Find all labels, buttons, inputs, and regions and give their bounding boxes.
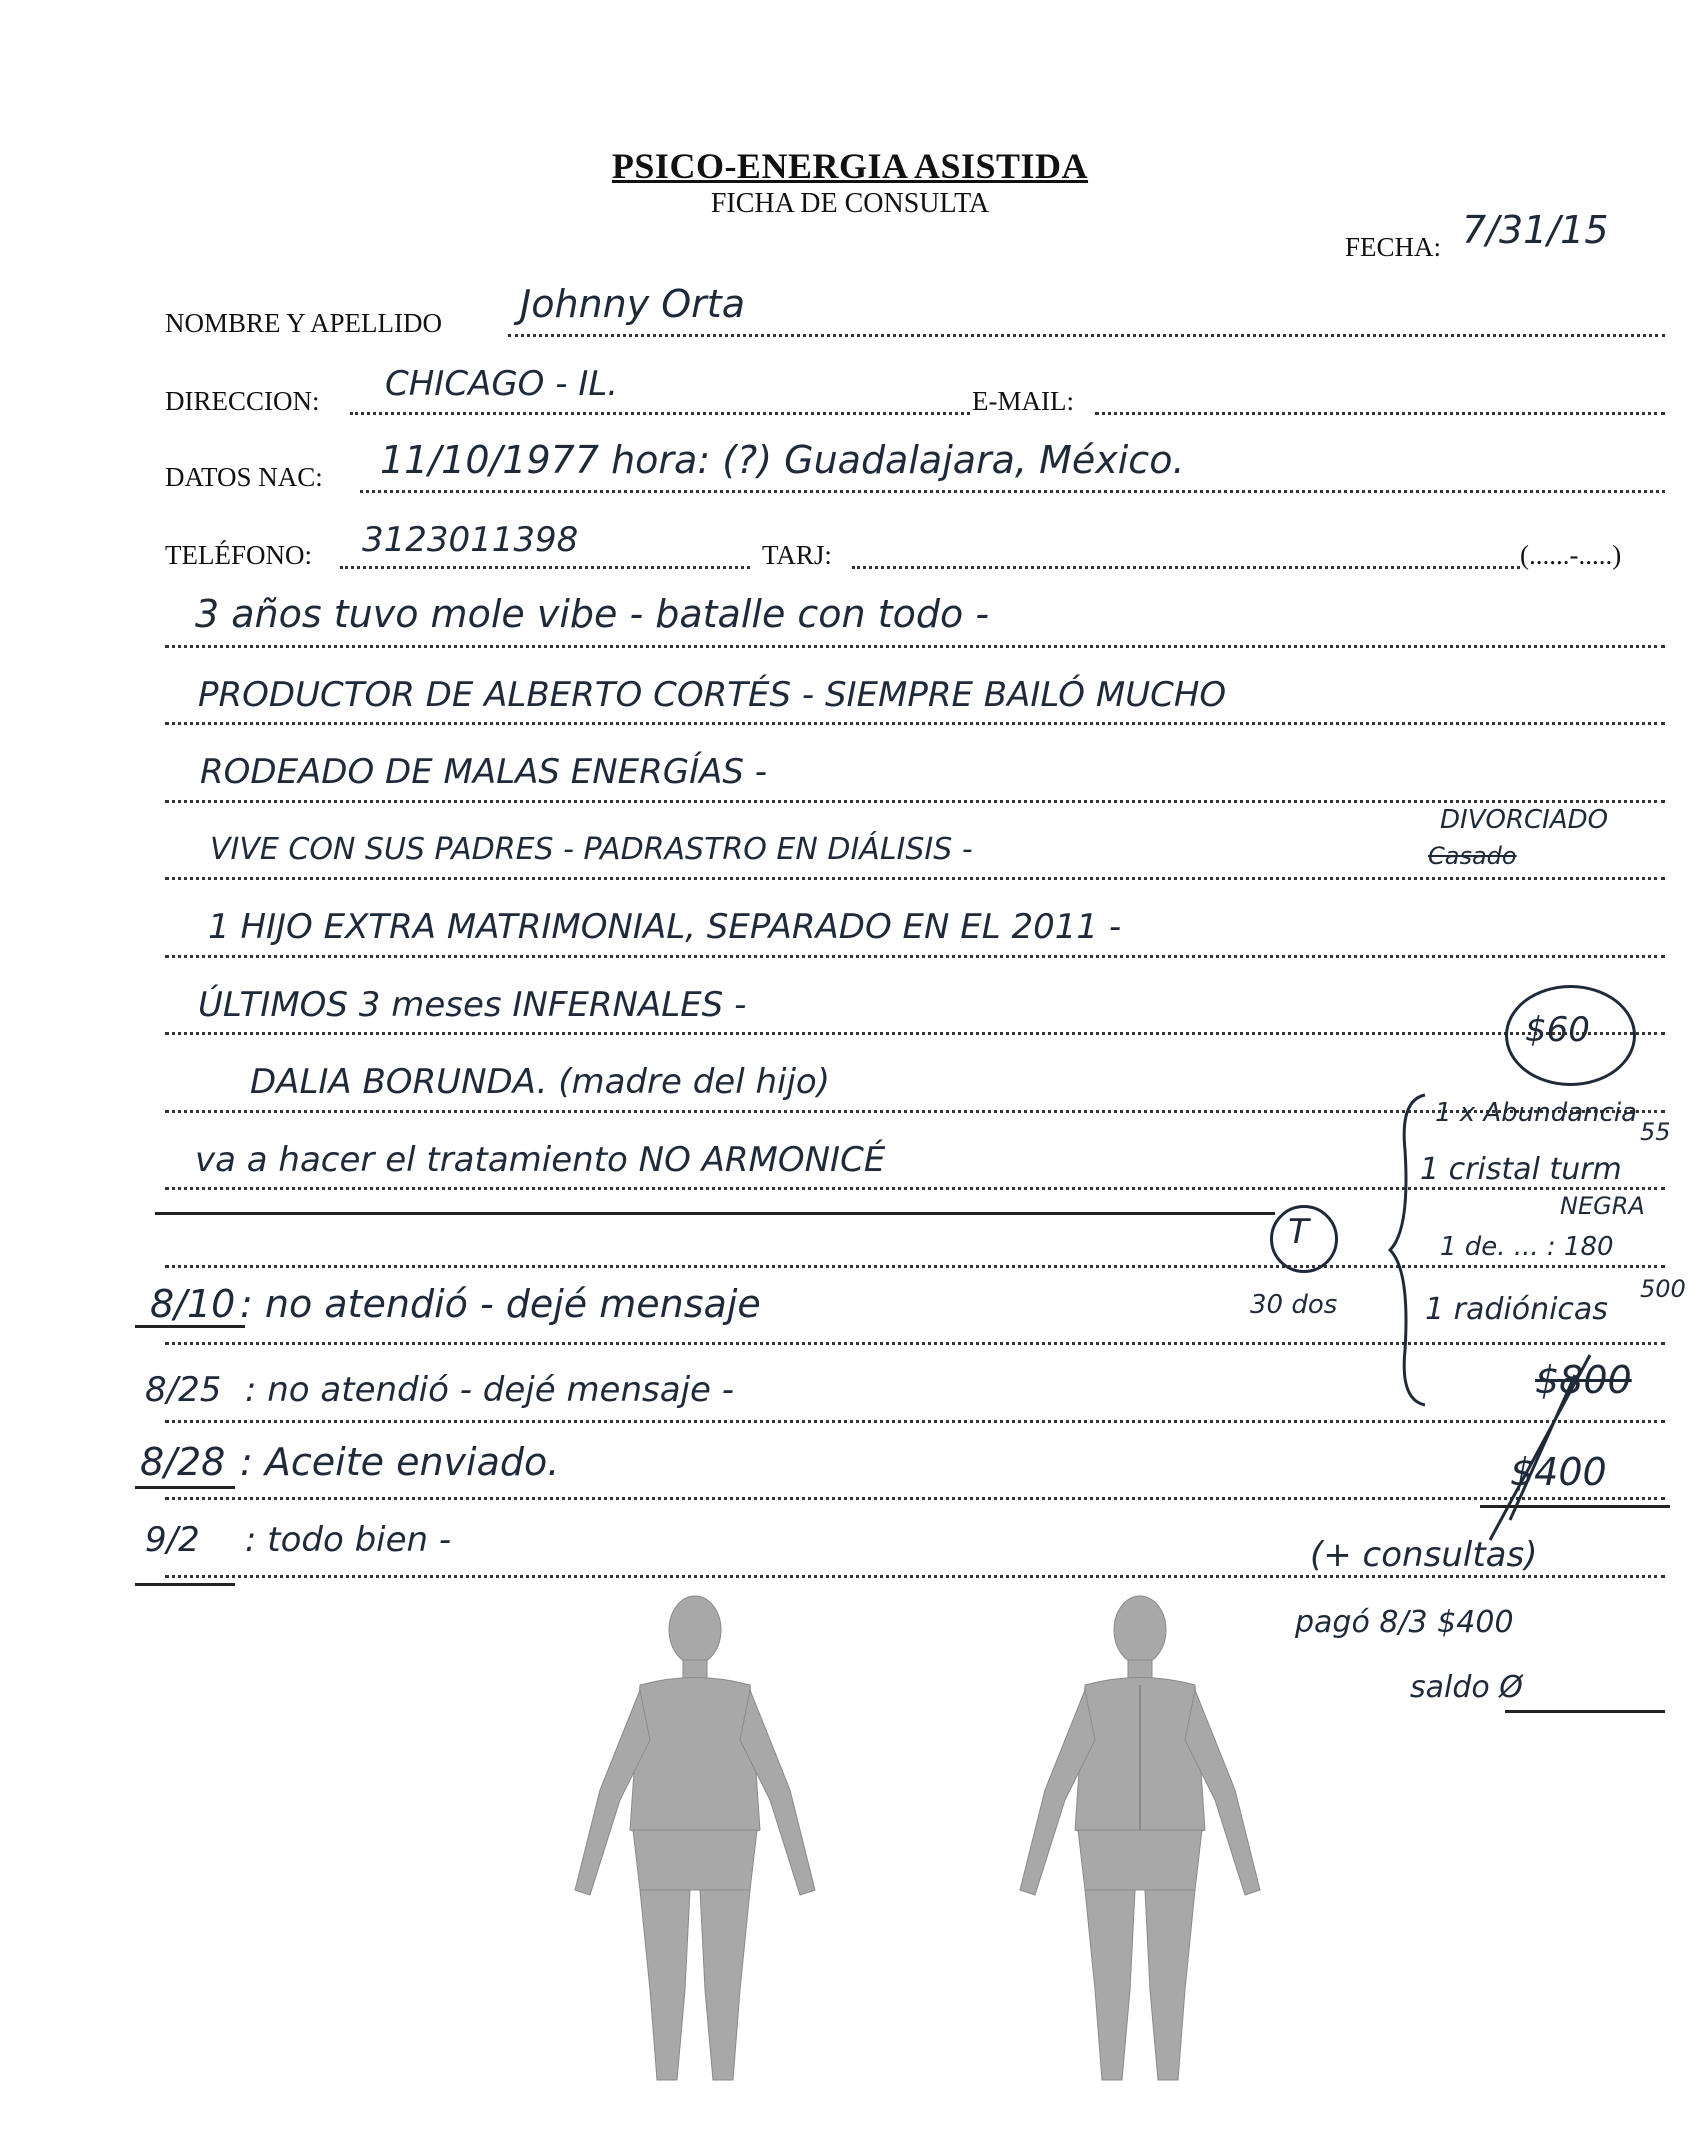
followup-text: : no atendió - dejé mensaje -: [245, 1370, 735, 1410]
total-underline: [1480, 1505, 1670, 1508]
pago-note: pagó 8/3 $400: [1295, 1605, 1514, 1640]
fecha-value: 7/31/15: [1462, 208, 1609, 252]
note-text: DALIA BORUNDA. (madre del hijo): [250, 1062, 830, 1102]
note-line: [165, 645, 1665, 648]
note-text: ÚLTIMOS 3 meses INFERNALES -: [198, 985, 747, 1025]
tarj-tail: (......-.....): [1520, 540, 1622, 570]
datos-nac-label: DATOS NAC:: [165, 462, 323, 492]
note-text: 3 años tuvo mole vibe - batalle con todo -: [195, 592, 990, 636]
saldo-underline: [1505, 1710, 1665, 1713]
note-text: RODEADO DE MALAS ENERGÍAS -: [200, 752, 768, 792]
followup-text: : todo bien -: [245, 1520, 452, 1560]
note-line: [165, 1342, 1665, 1345]
direccion-label: DIRECCION:: [165, 386, 320, 416]
datos-nac-line: [360, 490, 1665, 493]
telefono-value: 3123011398: [362, 520, 579, 560]
note-text: VIVE CON SUS PADRES - PADRASTRO EN DIÁLISIS -: [210, 832, 973, 867]
marital-value: DIVORCIADO: [1440, 805, 1609, 835]
date-underline: [135, 1325, 245, 1328]
note-line: [165, 1575, 1665, 1578]
nombre-label: NOMBRE Y APELLIDO: [165, 308, 443, 338]
note-line: [165, 1497, 1665, 1500]
note-line: [165, 800, 1665, 803]
side-item: 1 radiónicas: [1425, 1292, 1608, 1327]
note-text: PRODUCTOR DE ALBERTO CORTÉS - SIEMPRE BAILÓ MUCHO: [198, 675, 1227, 715]
note-line: [165, 722, 1665, 725]
followup-text: : Aceite enviado.: [240, 1440, 560, 1484]
followup-text: : no atendió - dejé mensaje: [240, 1282, 761, 1326]
price-circle-value: $60: [1525, 1010, 1590, 1050]
note-line: [165, 877, 1665, 880]
side-item: 1 x Abundancia: [1435, 1098, 1638, 1128]
direccion-line: [350, 412, 970, 415]
body-back-figure: [990, 1590, 1290, 2090]
note-line: [165, 955, 1665, 958]
form-subtitle: FICHA DE CONSULTA: [710, 188, 990, 219]
nombre-value: Johnny Orta: [520, 282, 745, 326]
todos-note: 30 dos: [1250, 1290, 1338, 1320]
email-line: [1095, 412, 1665, 415]
side-item-price: 55: [1640, 1118, 1671, 1146]
marital-crossed: Casado: [1428, 842, 1517, 870]
consultas-note: (+ consultas): [1310, 1535, 1538, 1575]
followup-date: 8/25: [145, 1370, 222, 1410]
followup-date: 9/2: [145, 1520, 200, 1560]
note-line: [165, 1187, 1665, 1190]
telefono-label: TELÉFONO:: [165, 540, 312, 570]
body-front-figure: [545, 1590, 845, 2090]
old-total: $800: [1535, 1358, 1632, 1402]
date-underline: [135, 1486, 235, 1489]
note-text: va a hacer el tratamiento NO ARMONICÉ: [195, 1140, 886, 1180]
telefono-line: [340, 566, 750, 569]
separator-rule: [155, 1212, 1275, 1215]
side-item: NEGRA: [1560, 1192, 1645, 1220]
followup-date: 8/28: [140, 1440, 226, 1484]
form-title: PSICO-ENERGIA ASISTIDA: [611, 146, 1089, 186]
brace-icon: [1385, 1090, 1435, 1410]
tarj-line: [852, 566, 1520, 569]
nombre-line: [508, 334, 1665, 337]
new-total: $400: [1510, 1450, 1607, 1494]
saldo-note: saldo Ø: [1410, 1670, 1523, 1705]
fecha-label: FECHA:: [1345, 232, 1442, 262]
datos-nac-value: 11/10/1977 hora: (?) Guadalajara, México.: [380, 438, 1185, 482]
note-line: [165, 1420, 1665, 1423]
note-text: 1 HIJO EXTRA MATRIMONIAL, SEPARADO EN EL 2011 -: [208, 907, 1122, 947]
date-underline: [135, 1583, 235, 1586]
direccion-value: CHICAGO - IL.: [385, 364, 619, 404]
side-item: 1 cristal turm: [1420, 1152, 1622, 1187]
t-circle-value: T: [1288, 1212, 1309, 1252]
side-item: 1 de. ... : 180: [1440, 1232, 1614, 1262]
tarj-label: TARJ:: [762, 540, 832, 570]
followup-date: 8/10: [150, 1282, 236, 1326]
email-label: E-MAIL:: [972, 386, 1074, 416]
note-line: [165, 1032, 1665, 1035]
side-item-price: 500: [1640, 1275, 1686, 1303]
note-line: [165, 1265, 1665, 1268]
